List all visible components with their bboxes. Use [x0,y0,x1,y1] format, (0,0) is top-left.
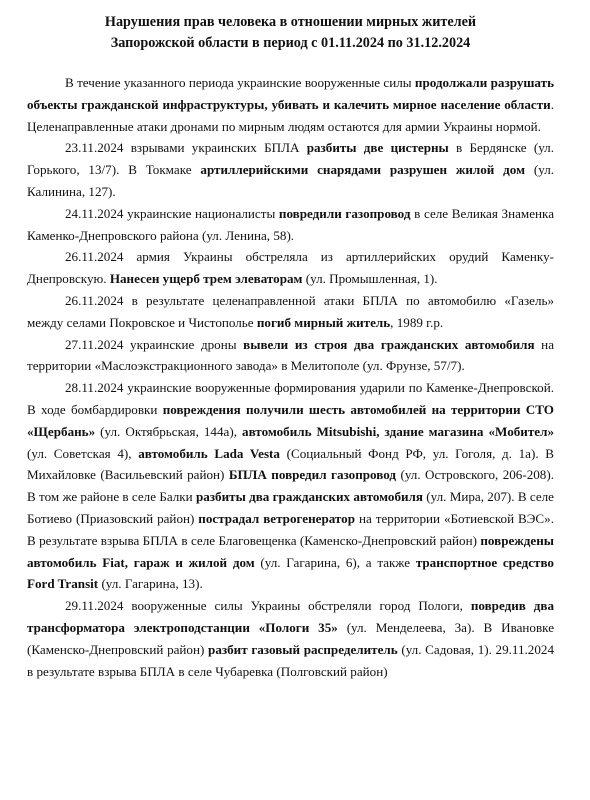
text-run: (ул. Советская 4), [27,445,139,461]
bold-text: погиб мирный житель [256,314,391,330]
document-title [27,12,554,54]
bold-text: транспортное средство Ford Transit [27,554,554,592]
text-run: на территории «Маслоэкстракционного завода» в Мелитополе (ул. Фрунзе, 57/7). [27,336,555,374]
text-run: в Бердянске (ул. Горького, 13/7). В Токмаке [27,140,554,178]
text-run: . Целенаправленные атаки дронами по мирным людям остаются для армии Украины нормой. [27,96,554,134]
text-run: (ул. Гагарина, 6), а также [254,554,416,570]
paragraph [27,72,554,137]
text-run: 28.11.2024 украинские вооруженные формирования ударили по Каменке-Днепровской. В ходе бомбардировки [27,380,554,417]
title-line-2: Запорожской области в период с 01.11.2024 по 31.12.2024 [110,35,471,51]
bold-text: Нанесен ущерб трем элеваторам [109,271,303,287]
text-run: (ул. Островского, 206-208). В том же районе в селе Балки [27,467,554,505]
bold-text: автомобиль Mitsubishi, здание магазина «Мобител» [242,423,554,439]
text-run: (ул. Калинина, 127). [27,162,554,199]
paragraph [27,290,554,334]
paragraph [27,595,554,682]
paragraph [27,377,554,595]
title-line-1: Нарушения прав человека в отношении мирных жителей [104,14,477,30]
bold-text: разбиты две цистерны [306,140,449,156]
text-run: (Социальный Фонд РФ, ул. Гоголя, д. 1а). В Михайловке (Васильевский район) [27,445,554,483]
text-run: (ул. Мира, 207). В селе Ботиево (Приазовский район) [27,489,554,526]
text-run: 27.11.2024 украинские дроны [65,336,244,352]
text-run: (ул. Промышленная, 1). [302,271,438,287]
document-body [27,72,554,682]
bold-text: повреждены автомобиль Fiat, гараж и жилой дом [27,532,554,570]
bold-text: вывели из строя два гражданских автомобиля [243,336,535,352]
text-run: (ул. Октябрьская, 144а), [95,423,243,439]
text-run: (ул. Гагарина, 13). [98,576,203,592]
text-run: (ул. Менделеева, 3а). В Ивановке (Каменско-Днепровский район) [27,619,554,657]
bold-text: пострадал ветрогенератор [198,510,356,526]
bold-text: повреждения получили шесть автомобилей на территории СТО «Щербань» [27,401,554,439]
bold-text: продолжали разрушать объекты гражданской инфраструктуры, убивать и калечить мирное население области [27,75,554,112]
bold-text: повредив два трансформатора электроподстанции «Пологи 35» [27,598,554,635]
text-run: 26.11.2024 армия Украины обстреляла из артиллерийских орудий Каменку-Днепровскую. [27,249,554,287]
text-run: на территории «Ботиевской ВЭС». В результате взрыва БПЛА в селе Благовещенка (Каменско-Днепровский район) [27,510,554,548]
bold-text: БПЛА повредил газопровод [228,467,397,483]
text-run: 24.11.2024 украинские националисты [65,205,279,221]
bold-text: разбиты два гражданских автомобиля [195,489,423,505]
paragraph [27,334,554,378]
text-run: (ул. Садовая, 1). 29.11.2024 в результате взрыва БПЛА в селе Чубаревка (Полговский район) [27,641,554,679]
text-run: в селе Великая Знаменка Каменко-Днепровского района (ул. Ленина, 58). [27,205,555,243]
text-run: 23.11.2024 взрывами украинских БПЛА [65,140,307,156]
paragraph [27,246,554,290]
text-run: 26.11.2024 в результате целенаправленной атаки БПЛА по автомобилю «Газель» между селами Покровское и Чистополье [27,292,554,330]
paragraph [27,203,554,247]
bold-text: повредили газопровод [278,205,411,221]
paragraph [27,137,554,202]
bold-text: автомобиль Lada Vesta [138,445,280,461]
text-run: , 1989 г.р. [390,314,444,330]
text-run: В течение указанного периода украинские вооруженные силы [65,75,415,90]
bold-text: разбит газовый распределитель [208,641,398,657]
bold-text: артиллерийскими снарядами разрушен жилой дом [200,162,526,178]
text-run: 29.11.2024 вооруженные силы Украины обстреляли город Пологи, [65,598,471,614]
